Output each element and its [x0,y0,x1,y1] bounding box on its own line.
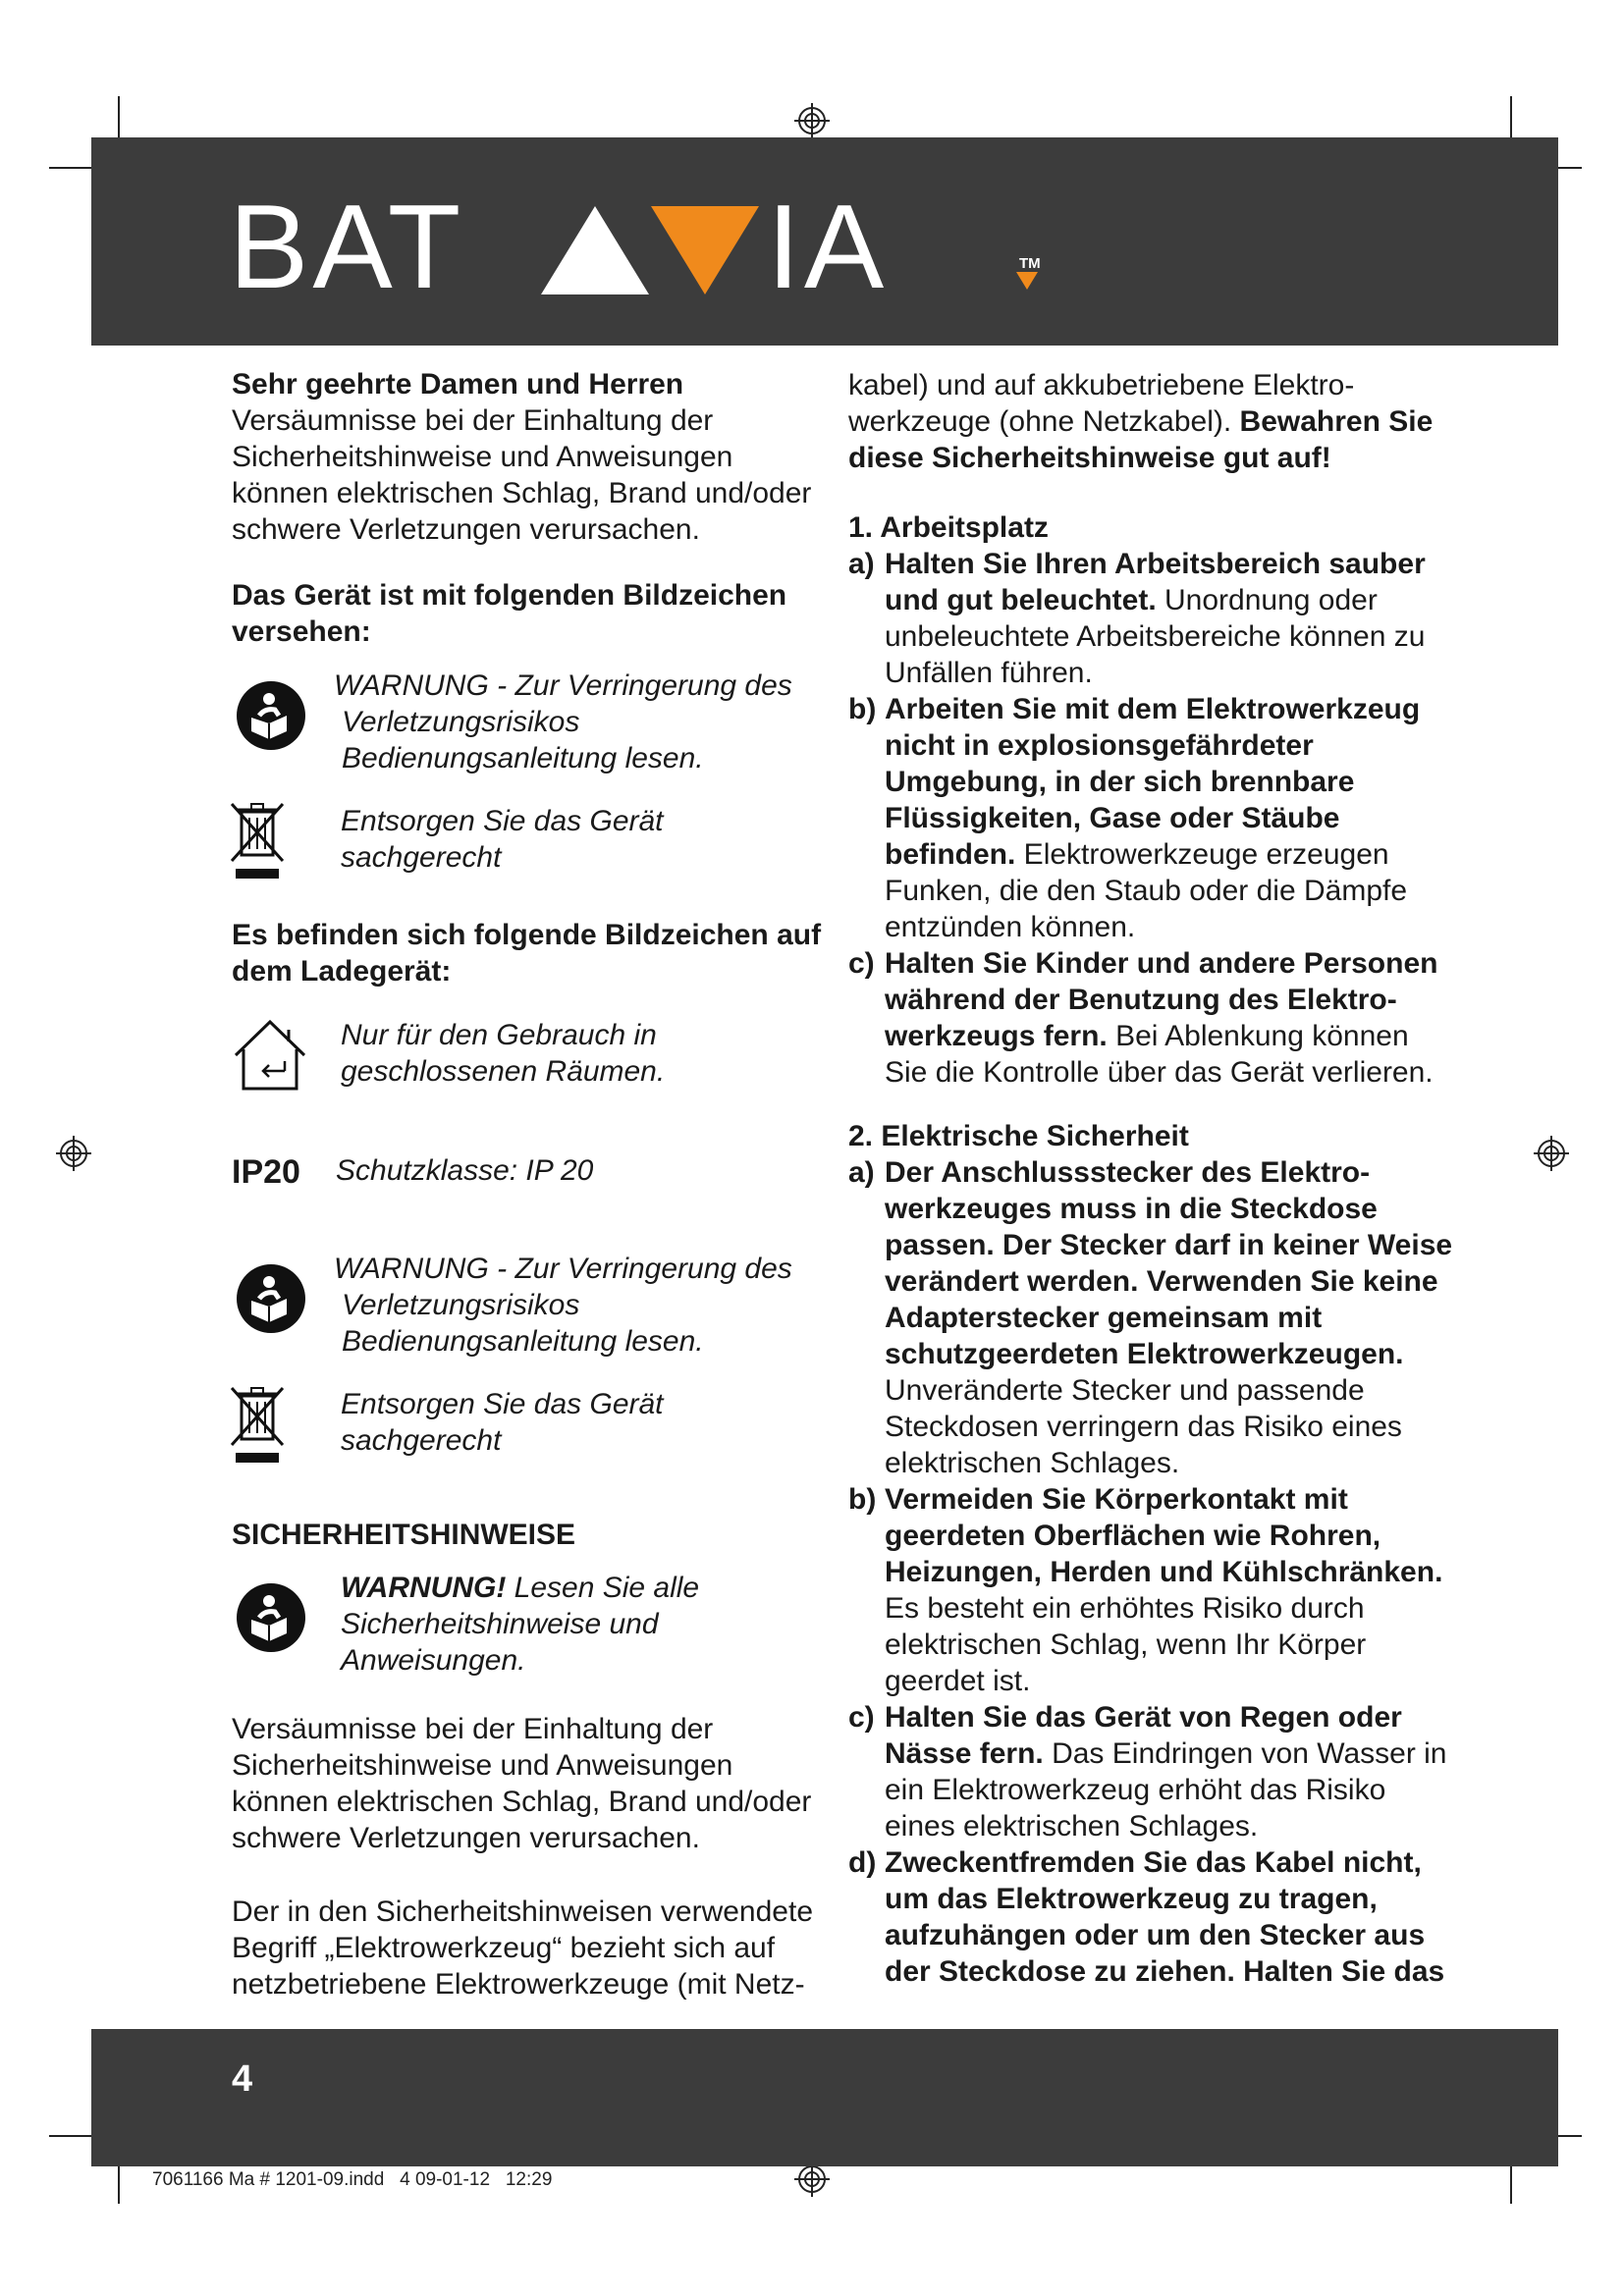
paragraph-line: können elektrischen Schlag, Brand und/oder [232,1786,812,1818]
registration-mark-icon [54,1134,93,1173]
crossed-bin-icon [228,800,287,881]
item-line: Funken, die den Staub oder die Dämpfe [885,875,1408,907]
heading-line: Das Gerät ist mit folgenden Bildzeichen [232,579,787,612]
warning-line: Verletzungsrisikos [342,706,580,738]
intro-line: Sicherheitshinweise und Anweisungen [232,441,733,473]
item-line: Unfällen führen. [885,657,1093,689]
ip-label: IP20 [232,1153,300,1191]
safety-heading: SICHERHEITSHINWEISE [232,1519,576,1551]
text-run-bold: werkzeugs fern. [885,1020,1108,1052]
warning-line: Sicherheitshinweise und [341,1608,659,1640]
warning-text-1 [334,667,825,776]
item-line: Arbeiten Sie mit dem Elektrowerkzeug [885,693,1421,725]
text-run: Bei Ablenkung können [1107,1020,1409,1052]
item-line: Halten Sie Ihren Arbeitsbereich sauber [885,548,1426,580]
greeting: Sehr geehrte Damen und Herren [232,368,684,400]
item-line: Steckdosen verringern das Risiko eines [885,1411,1402,1443]
dispose-line: Entsorgen Sie das Gerät [341,805,664,837]
brand-logo [229,180,1041,313]
item-line: Umgebung, in der sich brennbare [885,766,1355,798]
registration-mark-icon [1532,1134,1571,1173]
item-line: werkzeuges muss in die Steckdose [885,1193,1378,1225]
list-item [848,691,1477,945]
read-manual-icon [236,1582,306,1653]
dispose-text-1 [341,803,832,876]
heading-line: versehen: [232,615,371,648]
item-line [885,1018,1477,1054]
indoor-use-house-icon [232,1016,308,1093]
paragraph-line: schwere Verletzungen verursachen. [232,1822,700,1854]
print-slug: 7061166 Ma # 1201-09.indd 4 09-01-12 12:29 [152,2169,553,2190]
item-line: verändert werden. Verwenden Sie keine [885,1265,1438,1298]
warning-line: Verletzungsrisikos [342,1289,580,1321]
warning-text-3 [341,1570,832,1679]
item-line: Halten Sie Kinder und andere Personen [885,947,1438,980]
item-line: Adapterstecker gemeinsam mit [885,1302,1323,1334]
logo-triangle-down-icon [651,206,759,294]
dispose-line: sachgerecht [341,1424,502,1457]
paragraph-line: netzbetriebene Elektrowerkzeuge (mit Netz- [232,1968,805,2001]
item-line: elektrischen Schlages. [885,1447,1180,1479]
warning-line: Bedienungsanleitung lesen. [342,742,704,774]
list-item [848,546,1477,691]
crossed-bin-icon [228,1384,287,1465]
list-label: a) [848,548,875,580]
list-label: d) [848,1846,877,1879]
text-run-bold: und gut beleuchtet. [885,584,1157,616]
ip-text: Schutzklasse: IP 20 [336,1154,594,1187]
text-run: Unordnung oder [1156,584,1378,616]
dispose-text-2 [341,1386,832,1459]
item-line: Der Anschlussstecker des Elektro- [885,1156,1371,1189]
paragraph-2 [232,1711,840,1856]
item-line: Flüssigkeiten, Gase oder Stäube [885,802,1340,834]
brand-text-right: IA [767,180,889,313]
warning-line [341,1570,832,1606]
brand-text-left: BAT [229,180,465,313]
page-number: 4 [232,2058,253,2100]
list-label: b) [848,693,877,725]
text-run: Das Eindringen von Wasser in [1043,1737,1447,1770]
item-line: Vermeiden Sie Körperkontakt mit [885,1483,1348,1516]
indoor-line: geschlossenen Räumen. [341,1055,666,1088]
footer-band [91,2029,1558,2166]
item-line: Unveränderte Stecker und passende [885,1374,1365,1407]
item-line: unbeleuchtete Arbeitsbereiche können zu [885,620,1426,653]
item-line: Heizungen, Herden und Kühlschränken. [885,1556,1443,1588]
intro-line: Versäumnisse bei der Einhaltung der [232,404,714,437]
item-line: elektrischen Schlag, wenn Ihr Körper [885,1629,1367,1661]
paragraph-line: Begriff „Elektrowerkzeug“ bezieht sich auf [232,1932,776,1964]
warning-line: Anweisungen. [341,1644,526,1677]
logo-triangle-up-icon [541,206,649,294]
right-intro [848,367,1477,476]
intro-line: schwere Verletzungen verursachen. [232,513,700,546]
charger-heading [232,917,840,989]
item-line [885,582,1477,618]
section-2 [848,1118,1477,1990]
item-line: Zweckentfremden Sie das Kabel nicht, [885,1846,1422,1879]
registration-mark-icon [792,101,832,140]
item-line: nicht in explosionsgefährdeter [885,729,1314,762]
list-label: c) [848,1701,875,1734]
text-run: werkzeuge (ohne Netzkabel). [848,405,1240,438]
warning-line: WARNUNG - Zur Verringerung des [334,669,792,702]
text-run-bold: Bewahren Sie [1239,405,1434,438]
indoor-line: Nur für den Gebrauch in [341,1019,657,1051]
warning-text-2 [334,1251,844,1360]
heading-line: dem Ladegerät: [232,955,452,988]
paragraph-3 [232,1894,840,2002]
item-line: passen. Der Stecker darf in keiner Weise [885,1229,1453,1261]
device-heading [232,577,840,650]
text-run-bold: Nässe fern. [885,1737,1044,1770]
read-manual-icon [236,680,306,751]
item-line: geerdet ist. [885,1665,1031,1697]
list-item [848,1154,1477,1481]
item-line: um das Elektrowerkzeug zu tragen, [885,1883,1378,1915]
list-label: b) [848,1483,877,1516]
trademark: TM [1019,255,1041,272]
section-title: 1. Arbeitsplatz [848,511,1049,544]
heading-line: Es befinden sich folgende Bildzeichen auf [232,919,822,951]
paragraph-line: kabel) und auf akkubetriebene Elektro- [848,369,1355,401]
warning-rest: Lesen Sie alle [506,1572,700,1604]
indoor-text [341,1017,832,1090]
paragraph-line: Sicherheitshinweise und Anweisungen [232,1749,733,1782]
warning-line: Bedienungsanleitung lesen. [342,1325,704,1358]
paragraph-line [848,403,1477,440]
paragraph-line: Der in den Sicherheitshinweisen verwendete [232,1896,814,1928]
warning-line: WARNUNG - Zur Verringerung des [334,1253,792,1285]
item-line: aufzuhängen oder um den Stecker aus [885,1919,1426,1951]
item-line [885,1735,1477,1772]
item-line: entzünden können. [885,911,1136,943]
paragraph-line: Versäumnisse bei der Einhaltung der [232,1713,714,1745]
section-1 [848,509,1477,1091]
item-line: schutzgeerdeten Elektrowerkzeugen. [885,1338,1404,1370]
header-band [91,137,1558,346]
text-run: Elektrowerkzeuge erzeugen [1015,838,1389,871]
list-item [848,945,1477,1091]
list-item [848,1844,1477,1990]
left-column [232,366,840,548]
dispose-line: Entsorgen Sie das Gerät [341,1388,664,1420]
list-item [848,1699,1477,1844]
item-line: Sie die Kontrolle über das Gerät verlieren. [885,1056,1434,1089]
section-title: 2. Elektrische Sicherheit [848,1120,1189,1152]
item-line: ein Elektrowerkzeug erhöht das Risiko [885,1774,1386,1806]
text-run-bold: befinden. [885,838,1016,871]
warning-bold: WARNUNG! [341,1572,507,1604]
item-line [885,836,1477,873]
paragraph-line: diese Sicherheitshinweise gut auf! [848,442,1331,474]
item-line: eines elektrischen Schlages. [885,1810,1259,1842]
item-line: Es besteht ein erhöhtes Risiko durch [885,1592,1365,1625]
trademark-triangle-icon [1016,272,1038,290]
item-line: geerdeten Oberflächen wie Rohren, [885,1520,1381,1552]
list-label: a) [848,1156,875,1189]
item-line: während der Benutzung des Elektro- [885,984,1397,1016]
item-line: der Steckdose zu ziehen. Halten Sie das [885,1955,1445,1988]
item-line: Halten Sie das Gerät von Regen oder [885,1701,1402,1734]
dispose-line: sachgerecht [341,841,502,874]
list-item [848,1481,1477,1699]
read-manual-icon [236,1263,306,1334]
intro-line: können elektrischen Schlag, Brand und/oder [232,477,812,509]
list-label: c) [848,947,875,980]
